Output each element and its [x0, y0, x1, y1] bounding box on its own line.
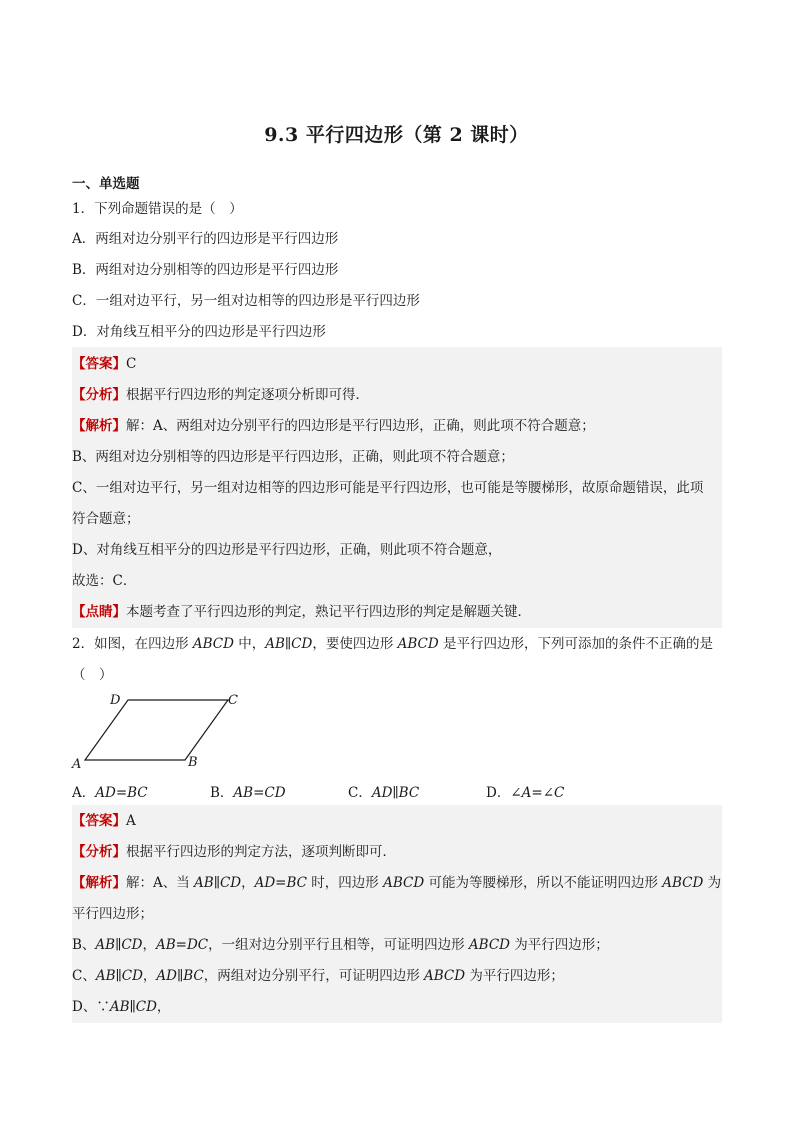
math: ABCD: [383, 875, 425, 891]
q1-solution-line-2: B、两组对边分别相等的四边形是平行四边形，正确，则此项不符合题意；: [72, 449, 514, 465]
q2-stem-text: 2．如图，在四边形: [72, 636, 193, 652]
option-text: ∠A=∠C: [510, 785, 565, 801]
option-text: AD=BC: [95, 785, 148, 801]
q1-solution-line-3: C、一组对边平行，另一组对边相等的四边形可能是平行四边形，也可能是等腰梯形，故原命题错误，此项: [72, 480, 704, 496]
vertex-label-c: C: [228, 693, 238, 708]
q2-stem-end: （ ）: [72, 667, 113, 683]
solution-text: ，: [241, 875, 255, 891]
math: AB∥CD: [95, 968, 143, 984]
solution-text: D、∵: [72, 999, 110, 1015]
q2-stem-text: ，要使四边形: [312, 636, 398, 652]
answer-tag: 【答案】: [72, 356, 126, 372]
option-letter: A．: [72, 785, 96, 801]
option-text: AB=CD: [233, 785, 286, 801]
solution-text: 为平行四边形；: [465, 968, 564, 984]
q2-option-b: [210, 781, 286, 801]
q2-analysis: [72, 843, 396, 861]
vertex-label-d: D: [110, 693, 121, 708]
solution-text: 解：A、当: [126, 875, 195, 891]
parallelogram-shape: [85, 700, 228, 760]
solution-text: ，一组对边分别平行且相等，可证明四边形: [208, 937, 469, 953]
option-letter: B．: [210, 785, 234, 801]
solution-tag: 【解析】: [72, 418, 126, 434]
math-abcd: ABCD: [397, 636, 439, 652]
q2-option-d: [486, 781, 564, 801]
solution-text: 时，四边形: [307, 875, 384, 891]
analysis-tag: 【分析】: [72, 387, 126, 403]
answer-value: A: [126, 813, 136, 829]
answer-value: C: [126, 356, 137, 372]
math: AB∥CD: [194, 875, 242, 891]
option-letter: D．: [486, 785, 511, 801]
solution-text: C、: [72, 968, 96, 984]
q2-option-c: [348, 781, 419, 801]
q2-stem-text: 中，: [233, 636, 266, 652]
vertex-label-b: B: [188, 755, 198, 770]
answer-tag: 【答案】: [72, 813, 126, 829]
parallelogram-figure: [70, 688, 240, 772]
math: AD=BC: [254, 875, 307, 891]
q2-solution-line-4: [72, 967, 564, 985]
math-ab-parallel-cd: AB∥CD: [265, 636, 313, 652]
q1-comment: [72, 603, 531, 621]
math: AB∥CD: [109, 999, 157, 1015]
q2-stem: [72, 635, 713, 653]
q1-option-b: B．两组对边分别相等的四边形是平行四边形: [72, 262, 339, 278]
solution-text: ，: [142, 968, 157, 984]
analysis-text: 根据平行四边形的判定方法，逐项判断即可．: [126, 844, 396, 860]
solution-text: ，: [142, 937, 156, 953]
q1-option-d: D．对角线互相平分的四边形是平行四边形: [72, 324, 326, 340]
q1-answer: [72, 355, 136, 373]
section-heading: 一、单选题: [72, 176, 140, 192]
solution-tag: 【解析】: [72, 875, 126, 891]
solution-text: ，两组对边分别平行，可证明四边形: [203, 968, 425, 984]
option-letter: C．: [348, 785, 372, 801]
math: AB∥CD: [95, 937, 143, 953]
math: AB=DC: [155, 937, 209, 953]
math: ABCD: [662, 875, 704, 891]
q1-solution-line-4: 符合题意；: [72, 511, 140, 527]
math: AD∥BC: [156, 968, 204, 984]
q2-solution-line-2: 平行四边形；: [72, 906, 153, 922]
option-text: AD∥BC: [371, 785, 420, 801]
q1-analysis: [72, 386, 369, 404]
q2-solution-line-1: [72, 874, 721, 892]
analysis-tag: 【分析】: [72, 844, 126, 860]
solution-text: 为平行四边形；: [510, 937, 609, 953]
q1-solution-line-1: [72, 417, 595, 435]
q1-solution-line-6: 故选：C．: [72, 573, 137, 589]
q2-stem-text: 是平行四边形，下列可添加的条件不正确的是: [438, 636, 713, 652]
math: ABCD: [424, 968, 466, 984]
comment-text: 本题考查了平行四边形的判定，熟记平行四边形的判定是解题关键．: [126, 604, 531, 620]
q1-option-c: C．一组对边平行，另一组对边相等的四边形是平行四边形: [72, 293, 420, 309]
q1-solution-line-5: D、对角线互相平分的四边形是平行四边形，正确，则此项不符合题意，: [72, 542, 502, 558]
solution-text: B、: [72, 937, 96, 953]
q2-option-a: [72, 781, 148, 801]
math: ABCD: [468, 937, 510, 953]
solution-text: 为: [703, 875, 722, 891]
math-abcd: ABCD: [192, 636, 234, 652]
solution-text: ，: [156, 999, 171, 1015]
q2-answer: [72, 812, 136, 830]
q2-solution-line-5: [72, 998, 170, 1016]
q1-stem: 1．下列命题错误的是（ ）: [72, 201, 243, 217]
analysis-text: 根据平行四边形的判定逐项分析即可得．: [126, 387, 369, 403]
solution-text: 可能为等腰梯形，所以不能证明四边形: [424, 875, 663, 891]
solution-text: 解：A、两组对边分别平行的四边形是平行四边形，正确，则此项不符合题意；: [126, 418, 595, 434]
q2-solution-line-3: [72, 936, 609, 954]
page-title: 9.3 平行四边形（第 2 课时）: [264, 124, 529, 146]
vertex-label-a: A: [72, 757, 82, 772]
q2-solution-block: [72, 805, 722, 1023]
q1-option-a: A．两组对边分别平行的四边形是平行四边形: [72, 231, 339, 247]
comment-tag: 【点睛】: [72, 604, 126, 620]
